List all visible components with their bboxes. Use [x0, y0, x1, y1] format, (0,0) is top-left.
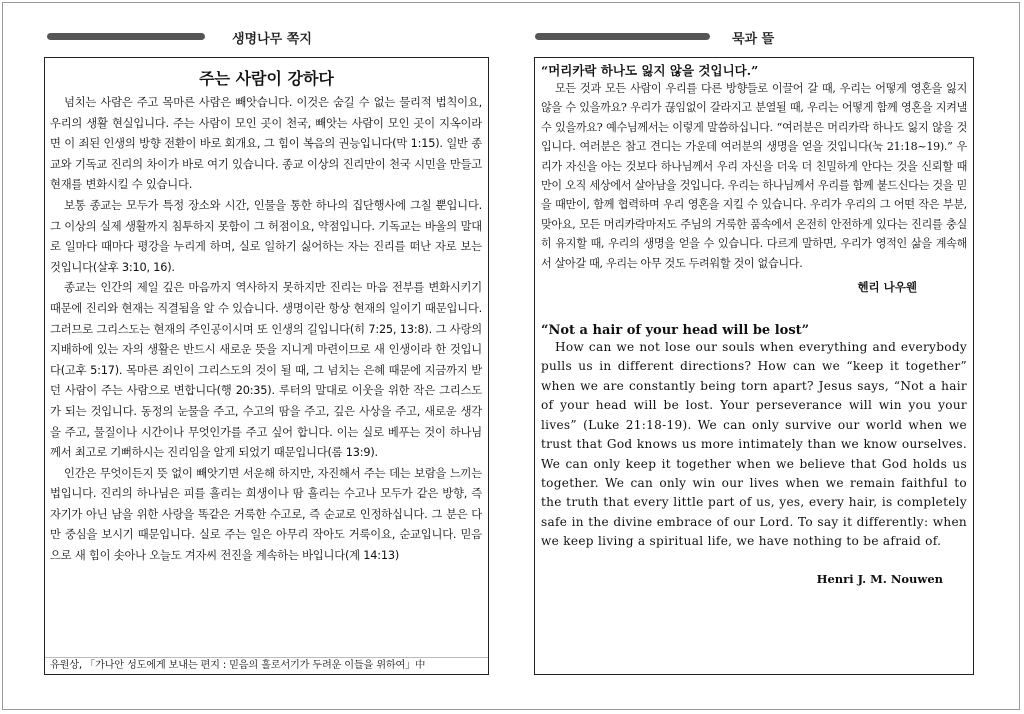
korean-heading: “머리카락 하나도 잃지 않을 것입니다.”: [541, 63, 759, 78]
left-article-panel: [44, 57, 489, 675]
left-paragraph: 보통 종교는 모두가 특정 장소와 시간, 인물을 통한 하나의 집단행사에 그칠 뿐입니다. 그 이상의 실제 생활까지 침투하지 못함이 그 허점이요, 약점입니다. 기독교는 바울의 말대로 일마다 때마다 평강을 누리게 하며, 실로 일하기 싫어하는 자는 진리를 떠난 자로 보는 것입니다(살후 3:10, 16).: [50, 198, 482, 274]
header-left-title: 생명나무 쪽지: [232, 32, 312, 47]
left-paragraph: 인간은 무엇이든지 뜻 없이 빼앗기면 서운해 하지만, 자진해서 주는 데는 보람을 느끼는 법입니다. 진리의 하나님은 피를 흘리는 희생이나 땀 흘리는 수고나 모두가 같은 방향, 즉 자기가 아닌 남을 위한 사랑을 똑같은 거룩한 수고로, 즉 순교로 인정하십니다. 그 분은 다만 중심을 보시기 때문입니다. 실로 주는 일은 아무리 작아도 거룩이요, 순교입니다. 믿음으로 새 힘이 솟아나 오늘도 겨자씨 전진을 계속하는 바입니다(계 14:13): [50, 466, 482, 563]
header-left-bar: [47, 33, 205, 40]
source-divider: [45, 657, 488, 658]
header-right-bar: [535, 33, 710, 40]
right-article-panel: [534, 57, 974, 675]
english-body: [535, 338, 973, 551]
left-article-body: [45, 93, 488, 567]
english-paragraph: How can we not lose our souls when everything and everybody pulls us in different directions? How can we “keep it together” when we are constantly being torn apart? Jesus says, “Not a hair of your head will be lost. Your perseverance will win you your lives” (Luke 21:18-19). We can only survive our world when we trust that God knows us more intimately than we know ourselves. We can only keep it together when we believe that God holds us together. We can only win our lives when we remain faithful to the truth that every little part of us, yes, every hair, is completely safe in the divine embrace of our Lord. To say it differently: when we keep living a spiritual life, we have nothing to be afraid of.: [541, 340, 967, 549]
left-paragraph: 종교는 인간의 제일 깊은 마음까지 역사하지 못하지만 진리는 마음 전부를 변화시키기 때문에 진리와 현재는 직결됨을 알 수 있습니다. 생명이란 항상 현재의 일이기 때문입니다. 그러므로 그리스도는 현재의 주인공이시며 또 인생의 길입니다(히 7:25, 13:8). 그 사랑의 지배하에 있는 자의 생활은 반드시 새로운 뜻을 지니게 마련이므로 새 인생이라 한 것입니다(고후 5:17). 목마른 죄인이 그리스도의 것이 될 때, 그 넘치는 은혜 때문에 지금까지 받던 사람이 주는 사람으로 변합니다(행 20:35). 루터의 말대로 이웃을 위한 작은 그리스도가 되는 것입니다. 동정의 눈물을 주고, 수고의 땀을 주고, 깊은 사상을 주고, 새로운 생각을 주고, 물질이나 시간이나 무엇인가를 주고 싶어 합니다. 이는 실로 베푸는 것이 하나님께서 최고로 기뻐하시는 진리임을 알게 되었기 때문입니다(롬 13:9).: [50, 281, 482, 460]
header-right-title: 묵과 뜰: [732, 32, 775, 47]
korean-paragraph: 모든 것과 모든 사람이 우리를 다른 방향들로 이끌어 갈 때, 우리는 어떻게 영혼을 잃지 않을 수 있을까요? 우리가 끊임없이 갈라지고 분열될 때, 우리는 어떻게 함께 영혼을 지켜낼 수 있을까요? 예수님께서는 이렇게 말씀하십니다. “여러분은 머리카락 하나도 잃지 않을 것입니다. 여러분은 참고 견디는 가운데 여러분의 생명을 얻을 것입니다(눅 21:18~19).” 우리가 자신을 아는 것보다 하나님께서 우리 자신을 더욱 더 친밀하게 안다는 것을 신뢰할 때만이 오직 세상에서 살아남을 것입니다. 우리는 하나님께서 우리를 함께 붙드신다는 것을 믿을 때만이, 함께 협력하며 우리 영혼을 지킬 수 있습니다. 우리가 우리의 그 어떤 작은 부분, 맞아요, 모든 머리카락마저도 주님의 거룩한 품속에서 온전히 안전하게 있다는 진리를 충실히 유지할 때, 우리의 생명을 얻을 수 있습니다. 다르게 말하면, 우리가 영적인 삶을 계속해서 살아갈 때, 우리는 아무 것도 두려워할 것이 없습니다.: [541, 82, 967, 270]
korean-body: [535, 79, 973, 273]
korean-author: 헨리 나우웬: [857, 280, 917, 295]
left-article-source: 유원상, 「가나안 성도에게 보내는 편지 : 믿음의 홀로서기가 두려운 이들을 위하여」中: [50, 660, 426, 671]
english-author: Henri J. M. Nouwen: [816, 571, 943, 586]
english-heading: “Not a hair of your head will be lost”: [541, 323, 810, 339]
left-article-title: 주는 사람이 강하다: [199, 69, 334, 88]
left-paragraph: 넘치는 사람은 주고 목마른 사람은 빼앗습니다. 이것은 숨길 수 없는 물리적 법칙이요, 우리의 생활 현실입니다. 주는 사람이 모인 곳이 천국, 빼앗는 사람이 모인 곳이 지옥이라면 이 죄된 인생의 방향 전환이 바로 회개요, 그 힘이 복음의 권능입니다(막 1:15). 일반 종교와 기독교 진리의 차이가 바로 여기 있습니다. 종교 이상의 진리만이 천국 시민을 만들고 현재를 변화시킬 수 있습니다.: [50, 96, 482, 192]
